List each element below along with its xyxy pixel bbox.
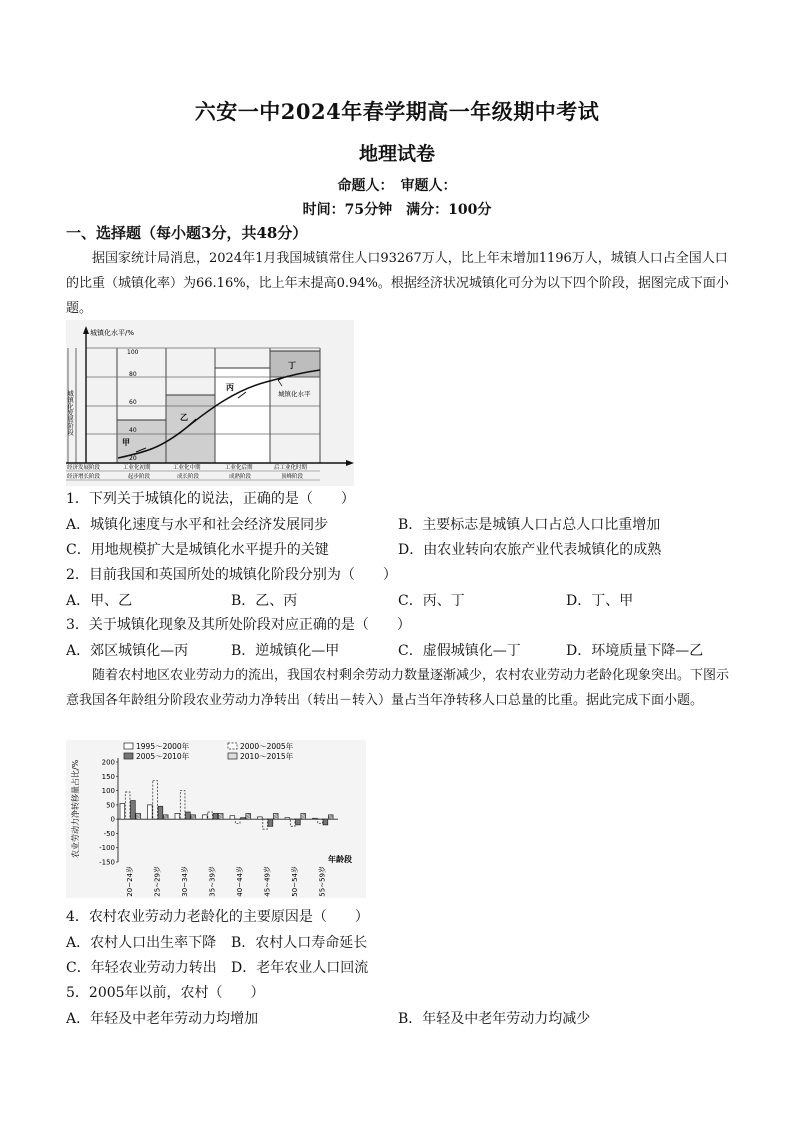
row2-0: 起步阶段 — [128, 474, 151, 480]
q3-option-a[interactable]: A．郊区城镇化—丙 — [66, 643, 189, 659]
row1-left: 经济发展阶段 — [67, 465, 101, 471]
time-score-line: 时间：75分钟 满分：100分 — [302, 202, 492, 218]
labor-transfer-chart — [66, 740, 366, 898]
tick-100: 100 — [127, 349, 139, 356]
stage-jia: 甲 — [122, 438, 130, 447]
question-4: 4．农村农业劳动力老龄化的主要原因是（ ） — [66, 909, 369, 925]
bar — [241, 818, 246, 819]
x-tick-label: 20~24岁 — [125, 866, 134, 897]
question-1: 1．下列关于城镇化的说法，正确的是（ ） — [66, 491, 355, 507]
q4-option-a[interactable]: A．农村人口出生率下降 — [66, 935, 217, 951]
x-tick-label: 40~44岁 — [235, 866, 244, 897]
row1-1: 工业化中期 — [173, 465, 201, 471]
q5-option-a[interactable]: A．年轻及中老年劳动力均增加 — [66, 1011, 259, 1027]
row1-3: 后工业化时期 — [274, 465, 308, 471]
bar — [186, 812, 191, 819]
stage-bing: 丙 — [226, 383, 234, 392]
legend-label: 2010～2015年 — [240, 752, 294, 761]
exam-title: 六安一中2024年春学期高一年级期中考试 — [194, 99, 600, 124]
exam-subtitle: 地理试卷 — [358, 143, 435, 165]
y-tick-label: -100 — [99, 844, 115, 853]
legend-label: 2000～2005年 — [240, 742, 294, 751]
q2-option-c[interactable]: C．丙、丁 — [398, 593, 465, 609]
row1-2: 工业化后期 — [225, 465, 253, 471]
section-title: 一、选择题（每小题3分，共48分） — [66, 224, 308, 242]
question-2: 2．目前我国和英国所处的城镇化阶段分别为（ ） — [66, 567, 397, 583]
q4-option-c[interactable]: C．年轻农业劳动力转出 — [66, 960, 217, 976]
bar — [131, 801, 136, 820]
authors-line: 命题人： 审题人： — [337, 178, 457, 194]
x-tick-label: 25~29岁 — [153, 866, 162, 897]
q2-option-a[interactable]: A．甲、乙 — [66, 593, 133, 609]
x-tick-label: 50~54岁 — [290, 866, 299, 897]
row2-3: 顶峰阶段 — [281, 474, 304, 480]
x-tick-label: 35~39岁 — [208, 866, 217, 897]
row1-0: 工业化初期 — [123, 465, 151, 471]
stage-box-yi — [166, 395, 215, 463]
y-tick-label: 100 — [101, 787, 115, 796]
question-3: 3．关于城镇化现象及其所处阶段对应正确的是（ ） — [66, 617, 411, 633]
q4-option-d[interactable]: D．老年农业人口回流 — [231, 960, 369, 976]
y-tick-label: 0 — [110, 815, 115, 824]
stage-box-bing — [215, 368, 270, 463]
y-axis-title: 城镇化水平/% — [90, 329, 135, 337]
y-tick-label: 150 — [101, 772, 115, 781]
curve-label: 城镇化水平 — [278, 390, 311, 398]
stage-yi: 乙 — [180, 413, 188, 422]
bar — [120, 803, 125, 819]
bar — [313, 818, 318, 819]
y-tick-label: -50 — [103, 829, 115, 838]
x-tick-label: 45~49岁 — [263, 866, 272, 897]
q3-option-d[interactable]: D．环境质量下降—乙 — [566, 643, 704, 659]
legend-swatch — [228, 743, 237, 749]
row2-1: 成长阶段 — [177, 474, 200, 480]
x-tick-label: 30~34岁 — [180, 866, 189, 897]
legend-label: 2005～2010年 — [136, 752, 190, 761]
bar — [285, 818, 290, 819]
bar — [323, 819, 328, 825]
bar — [213, 813, 218, 819]
legend-swatch — [228, 753, 237, 759]
x-tick-label: 55~59岁 — [318, 866, 327, 897]
row2-left: 经济增长阶段 — [67, 474, 101, 480]
q1-option-d[interactable]: D．由农业转向农旅产业代表城镇化的成熟 — [398, 542, 662, 558]
bar — [268, 819, 273, 826]
urbanization-stage-diagram — [66, 320, 354, 486]
q2-option-d[interactable]: D．丁、甲 — [566, 593, 634, 609]
bar — [258, 817, 263, 819]
chart-xlabel: 年龄段 — [328, 855, 352, 864]
passage-2: 随着农村地区农业劳动力的流出，我国农村剩余劳动力数量逐渐减少，农村农业劳动力老龄化现象突出。下图示意我国各年龄组分阶段农业劳动力净转出（转出－转入）量占当年净转移人口总量的比重。据此完成下面小题。 — [66, 668, 730, 708]
legend-label: 1995～2000年 — [136, 742, 190, 751]
bar — [158, 806, 163, 819]
tick-60: 60 — [129, 399, 137, 406]
y-tick-label: -150 — [99, 858, 115, 867]
q4-option-b[interactable]: B．农村人口寿命延长 — [231, 935, 368, 951]
stage-axis-label: 城镇化发展阶段 — [66, 390, 74, 436]
bar — [148, 805, 153, 819]
tick-40: 40 — [129, 427, 137, 434]
q2-option-b[interactable]: B．乙、丙 — [231, 593, 298, 609]
passage-1: 据国家统计局消息，2024年1月我国城镇常住人口93267万人，比上年末增加1196万人，城镇人口占全国人口的比重（城镇化率）为66.16%，比上年末提高0.94%。根据经济状况城镇化可分为以下四个阶段，据图完成下面小题。 — [66, 251, 729, 316]
q3-option-c[interactable]: C．虚假城镇化—丁 — [398, 643, 521, 659]
chart-ylabel: 农业劳动力净转移量占比/% — [71, 759, 80, 858]
legend-swatch — [124, 743, 133, 749]
q3-option-b[interactable]: B．逆城镇化—甲 — [231, 643, 340, 659]
q5-option-b[interactable]: B．年轻及中老年劳动力均减少 — [398, 1011, 591, 1027]
stage-ding: 丁 — [288, 361, 296, 370]
q1-option-a[interactable]: A．城镇化速度与水平和社会经济发展同步 — [66, 517, 329, 533]
legend-swatch — [124, 753, 133, 759]
q1-option-c[interactable]: C．用地规模扩大是城镇化水平提升的关键 — [66, 542, 329, 558]
y-tick-label: 50 — [106, 801, 115, 810]
question-5: 5．2005年以前，农村（ ） — [66, 985, 265, 1001]
y-tick-label: 200 — [101, 758, 115, 767]
bar — [296, 819, 301, 825]
bar — [175, 813, 180, 819]
q1-option-b[interactable]: B．主要标志是城镇人口占总人口比重增加 — [398, 517, 661, 533]
tick-20: 20 — [129, 455, 137, 462]
row2-2: 成熟阶段 — [229, 474, 252, 480]
tick-80: 80 — [129, 371, 137, 378]
bar — [230, 816, 235, 819]
bar — [203, 815, 208, 819]
